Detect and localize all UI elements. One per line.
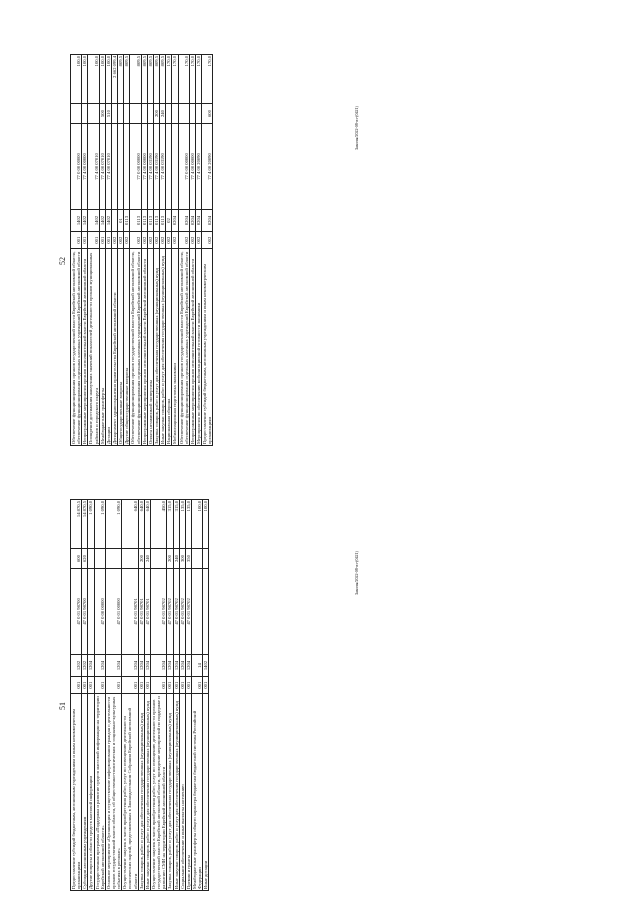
row-section-code: 1204: [173, 654, 179, 676]
row-amount: 100,0: [82, 55, 88, 104]
row-section-code: 1204: [167, 654, 173, 676]
row-target-article: 47 0 01 98702: [185, 568, 191, 654]
row-description: Закупка товаров, работ и услуг для обеспечения государственных (муниципальных) нужд: [138, 694, 144, 891]
row-department-code: 002: [166, 232, 172, 249]
row-expense-type: [71, 104, 82, 124]
row-description: Межбюджетные трансферты общего характера бюджетам бюджетной системы Российской Федерации: [191, 694, 202, 891]
row-target-article: 77 0 00 00000: [178, 123, 189, 209]
row-department-code: 001: [122, 677, 138, 694]
row-description: Государственная программа «Поддержка и развитие средств массовой информации на территории Еврейской автономной области»: [94, 694, 105, 891]
row-section-code: 01: [118, 209, 124, 231]
row-department-code: 001: [144, 677, 150, 694]
row-department-code: 001: [179, 677, 185, 694]
row-section-code: 1204: [122, 654, 138, 676]
row-description: Иные закупки товаров, работ и услуг для обеспечения государственных (муниципальных) нужд: [144, 694, 150, 891]
row-amount: 170,0: [178, 55, 189, 104]
row-department-code: 001: [203, 677, 209, 694]
row-amount: 809,5: [160, 55, 166, 104]
row-section-code: 0113: [124, 209, 130, 231]
row-target-article: 47 0 01 98701: [138, 568, 144, 654]
row-section-code: 0113: [130, 209, 141, 231]
row-amount: 1 090,0: [105, 500, 121, 549]
table-row: [71, 55, 82, 446]
row-target-article: 77 0 00 00000: [130, 123, 141, 209]
row-target-article: 47 0 01 98702: [173, 568, 179, 654]
row-section-code: 0113: [147, 209, 153, 231]
row-section-code: 1204: [179, 654, 185, 676]
row-department-code: 001: [150, 677, 166, 694]
row-department-code: 001: [167, 677, 173, 694]
row-description: Премии и гранты: [185, 694, 191, 891]
row-description: Обеспечение функционирования органов государственной власти Еврейской автономной области, обеспечение функционирования отдельных казенных учреждений Еврейской автономной области: [130, 249, 141, 446]
row-expense-type: 240: [173, 549, 179, 569]
row-description: Другие вопросы в области средств массовой информации: [88, 694, 94, 891]
row-target-article: 77 4 00 07010: [105, 123, 111, 209]
row-amount: 315,0: [173, 500, 179, 549]
row-expense-type: [130, 104, 141, 124]
row-department-code: 001: [173, 677, 179, 694]
row-target-article: 47 0 01 98702: [167, 568, 173, 654]
row-expense-type: 200: [167, 549, 173, 569]
budget-table: [70, 54, 213, 446]
row-description: Мобилизационная подготовка экономики: [172, 249, 178, 446]
row-section-code: 1402: [71, 209, 82, 231]
row-expense-type: [88, 104, 99, 124]
row-amount: 14 870,5: [71, 500, 82, 549]
row-target-article: 77 4 00 07010: [88, 123, 99, 209]
row-section-code: 1204: [185, 654, 191, 676]
row-department-code: 002: [153, 232, 159, 249]
row-description: Основное мероприятие «Организация и осуществление информирования граждан о деятельности органов государственной власти области, об общественно-политических и социально-культурных событиях в регионе»: [105, 694, 121, 891]
row-target-article: 77 4 00 03190: [147, 123, 153, 209]
page-52: [60, 51, 361, 450]
row-amount: 100,0: [88, 55, 99, 104]
table-row: [71, 500, 82, 891]
row-expense-type: 600: [71, 549, 82, 569]
row-amount: 809,5: [124, 55, 130, 104]
row-department-code: 001: [99, 232, 105, 249]
row-department-code: 002: [160, 232, 166, 249]
row-section-code: 0204: [189, 209, 195, 231]
row-target-article: 77 0 00 00000: [71, 123, 82, 209]
row-department-code: 001: [71, 232, 82, 249]
row-description: Иные закупки товаров, работ и услуг для обеспечения государственных (муниципальных) нужд: [173, 694, 179, 891]
row-target-article: 77 4 00 03190: [160, 123, 166, 209]
row-amount: 809,5: [141, 55, 147, 104]
row-amount: 450,0: [150, 500, 166, 549]
row-target-article: 77 4 00 00000: [141, 123, 147, 209]
row-description: Другие общегосударственные вопросы: [124, 249, 130, 446]
row-department-code: 002: [111, 232, 117, 249]
row-amount: 14 870,5: [82, 500, 88, 549]
row-section-code: 0204: [178, 209, 189, 231]
row-amount: 809,5: [130, 55, 141, 104]
row-section-code: 1204: [150, 654, 166, 676]
row-expense-type: 200: [138, 549, 144, 569]
row-description: Осуществление закупок в части приобретения работ, услуг по освещению деятельности политических партий, представленных в Законодательном Собрании Еврейской автономной области: [122, 694, 138, 891]
row-expense-type: [178, 104, 189, 124]
row-expense-type: 620: [82, 549, 88, 569]
row-amount: 170,0: [166, 55, 172, 104]
row-section-code: 1204: [138, 654, 144, 676]
row-department-code: 002: [202, 232, 213, 249]
page-number: 52: [58, 257, 67, 265]
row-section-code: 1204: [88, 654, 94, 676]
row-description: Непрограммные мероприятия органов исполнительной власти Еврейской автономной области: [82, 249, 88, 446]
row-department-code: 002: [124, 232, 130, 249]
row-expense-type: [122, 549, 138, 569]
row-department-code: 002: [141, 232, 147, 249]
row-expense-type: [150, 549, 166, 569]
row-description: Предоставление субсидий бюджетным, автономным учреждениям и иным некоммерческим организациям: [71, 694, 82, 891]
row-target-article: [191, 568, 202, 654]
row-description: Непрограммные мероприятия органов исполнительной власти Еврейской автономной области: [189, 249, 195, 446]
row-department-code: 002: [195, 232, 201, 249]
row-description: Межбюджетные трансферты: [99, 249, 105, 446]
row-description: Социальное обеспечение и иные выплаты населению: [179, 694, 185, 891]
row-department-code: 002: [147, 232, 153, 249]
row-amount: 100,0: [71, 55, 82, 104]
table-row: [88, 55, 99, 446]
row-amount: 315,0: [167, 500, 173, 549]
row-description: Дотации: [105, 249, 111, 446]
row-expense-type: 600: [202, 104, 213, 124]
footer: Законы/2022-08-пз-(0421): [354, 551, 359, 595]
row-amount: 640,0: [144, 500, 150, 549]
row-expense-type: 240: [144, 549, 150, 569]
row-amount: 170,0: [195, 55, 201, 104]
row-expense-type: 240: [160, 104, 166, 124]
row-description: Непрограммные мероприятия органов исполнительной власти Еврейской автономной области: [141, 249, 147, 446]
row-amount: 100,0: [105, 55, 111, 104]
row-amount: 170,0: [202, 55, 213, 104]
row-target-article: 47 0 01 98700: [82, 568, 88, 654]
row-expense-type: 200: [153, 104, 159, 124]
table-row: [122, 500, 138, 891]
row-section-code: 1202: [82, 654, 88, 676]
table-row: [202, 55, 213, 446]
row-section-code: 0113: [160, 209, 166, 231]
budget-table: [70, 499, 209, 891]
row-description: Поощрение достижения наилучших значений показателей деятельности органов муниципальных районов и городского округа: [88, 249, 99, 446]
row-amount: 809,5: [147, 55, 153, 104]
row-description: Закупка товаров, работ и услуг для обеспечения государственных (муниципальных) нужд: [153, 249, 159, 446]
row-expense-type: [191, 549, 202, 569]
row-department-code: 001: [88, 677, 94, 694]
row-department-code: 001: [185, 677, 191, 694]
row-amount: 100,0: [99, 55, 105, 104]
row-description: Мероприятия по обеспечению мобилизационной готовности экономики: [195, 249, 201, 446]
row-section-code: 0113: [153, 209, 159, 231]
row-section-code: 1402: [105, 209, 111, 231]
row-target-article: 47 0 01 98701: [144, 568, 150, 654]
row-section-code: 0204: [172, 209, 178, 231]
row-amount: 1 090,0: [88, 500, 94, 549]
row-department-code: 001: [191, 677, 202, 694]
row-amount: 809,5: [118, 55, 124, 104]
row-expense-type: [94, 549, 105, 569]
row-description: Осуществление закупок в части приобретения работ, услуг по освещению деятельности органов государственной власти Еврейской автономной области, проведение мероприятий по поддержке и развитию СМИ на территории Еврейской автономной области: [150, 694, 166, 891]
row-section-code: 1204: [144, 654, 150, 676]
row-description: Оплата независимой экспертизы: [147, 249, 153, 446]
row-amount: 640,0: [122, 500, 138, 549]
row-target-article: 77 4 00 00000: [189, 123, 195, 209]
row-description: Обеспечение функционирования органов государственной власти Еврейской автономной области, обеспечение функционирования отдельных казенных учреждений Еврейской автономной области: [178, 249, 189, 446]
row-amount: 100,0: [203, 500, 209, 549]
row-description: Субсидии автономным учреждениям: [82, 694, 88, 891]
row-department-code: 002: [118, 232, 124, 249]
row-expense-type: [203, 549, 209, 569]
row-department-code: 002: [178, 232, 189, 249]
row-department-code: 001: [82, 232, 88, 249]
row-target-article: [203, 568, 209, 654]
row-department-code: 001: [105, 677, 121, 694]
row-department-code: 002: [172, 232, 178, 249]
row-description: Иные дотации: [203, 694, 209, 891]
row-description: Обеспечение функционирования органов государственной власти Еврейской автономной области, обеспечение функционирования отдельных казенных учреждений Еврейской автономной области: [71, 249, 82, 446]
row-expense-type: 350: [185, 549, 191, 569]
row-department-code: 001: [82, 677, 88, 694]
row-department-code: 001: [138, 677, 144, 694]
row-amount: 100,0: [191, 500, 202, 549]
row-section-code: 14: [191, 654, 202, 676]
row-amount: 640,0: [138, 500, 144, 549]
row-department-code: 001: [105, 232, 111, 249]
row-expense-type: 500: [99, 104, 105, 124]
row-amount: 170,0: [172, 55, 178, 104]
row-amount: 2 662 099,4: [111, 55, 117, 104]
row-department-code: 001: [94, 677, 105, 694]
row-department-code: 002: [189, 232, 195, 249]
row-amount: 1 090,0: [94, 500, 105, 549]
row-section-code: 1204: [94, 654, 105, 676]
table-row: [94, 500, 105, 891]
footer: Законы/2022-08-пз-(0421): [354, 106, 359, 150]
row-description: Департамент здравоохранения правительства Еврейской автономной области: [111, 249, 117, 446]
row-target-article: 77 4 00 20090: [195, 123, 201, 209]
row-amount: 135,0: [179, 500, 185, 549]
row-target-article: 47 0 00 00000: [94, 568, 105, 654]
row-section-code: 1402: [99, 209, 105, 231]
row-section-code: 0204: [195, 209, 201, 231]
row-target-article: 47 0 01 00000: [105, 568, 121, 654]
page-51: [60, 496, 361, 895]
row-target-article: 77 4 00 20090: [202, 123, 213, 209]
row-section-code: 1402: [82, 209, 88, 231]
row-amount: 170,0: [189, 55, 195, 104]
row-expense-type: [105, 549, 121, 569]
row-section-code: 1202: [71, 654, 82, 676]
row-target-article: 47 0 01 98702: [179, 568, 185, 654]
row-department-code: 001: [71, 677, 82, 694]
row-section-code: 0113: [141, 209, 147, 231]
row-expense-type: 510: [105, 104, 111, 124]
table-row: [203, 500, 209, 891]
row-target-article: 47 0 01 98702: [150, 568, 166, 654]
row-section-code: 02: [166, 209, 172, 231]
row-description: Общегосударственные вопросы: [118, 249, 124, 446]
table-row: [105, 500, 121, 891]
row-description: Национальная оборона: [166, 249, 172, 446]
row-target-article: 77 4 00 07010: [99, 123, 105, 209]
row-section-code: 1402: [88, 209, 99, 231]
table-row: [130, 55, 141, 446]
row-amount: 809,5: [153, 55, 159, 104]
row-section-code: 1402: [203, 654, 209, 676]
table-row: [191, 500, 202, 891]
table-row: [150, 500, 166, 891]
row-expense-type: 300: [179, 549, 185, 569]
row-department-code: 002: [130, 232, 141, 249]
table-row: [178, 55, 189, 446]
row-amount: 135,0: [185, 500, 191, 549]
row-section-code: 1204: [105, 654, 121, 676]
row-target-article: 77 4 00 03190: [153, 123, 159, 209]
row-description: Иные закупки товаров, работ и услуг для обеспечения государственных (муниципальных) нужд: [160, 249, 166, 446]
page-number: 51: [58, 702, 67, 710]
row-target-article: 47 0 01 98701: [122, 568, 138, 654]
row-department-code: 001: [88, 232, 99, 249]
row-target-article: 47 0 01 98700: [71, 568, 82, 654]
row-description: Закупка товаров, работ и услуг для обеспечения государственных (муниципальных) нужд: [167, 694, 173, 891]
row-target-article: 77 4 00 00000: [82, 123, 88, 209]
row-section-code: 0204: [202, 209, 213, 231]
row-description: Предоставление субсидий бюджетным, автономным учреждениям и иным некоммерческим организациям: [202, 249, 213, 446]
